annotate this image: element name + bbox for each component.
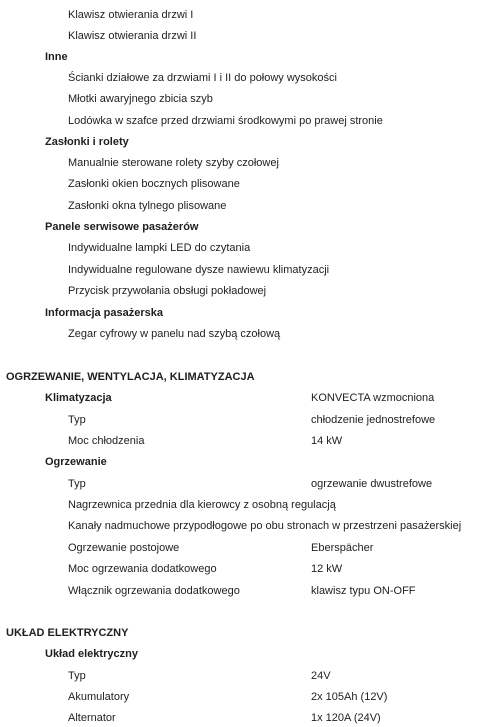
spec-row-label: Klawisz otwierania drzwi II bbox=[68, 30, 197, 42]
group-heading bbox=[0, 48, 499, 66]
spec-row-label: Ścianki działowe za drzwiami I i II do połowy wysokości bbox=[68, 72, 337, 84]
spec-value: 12 kW bbox=[311, 563, 343, 575]
spec-row-label: Zegar cyfrowy w panelu nad szybą czołową bbox=[68, 328, 281, 340]
spec-row-label: Akumulatory bbox=[68, 691, 130, 703]
section-heading bbox=[0, 624, 499, 642]
spec-row-label: Nagrzewnica przednia dla kierowcy z osobną regulacją bbox=[68, 499, 336, 511]
spec-row-label: Moc chłodzenia bbox=[68, 435, 145, 447]
spec-value: klawisz typu ON-OFF bbox=[311, 585, 416, 597]
spec-row bbox=[0, 688, 499, 706]
spec-row bbox=[0, 411, 499, 429]
spec-row-label: Zasłonki okien bocznych plisowane bbox=[68, 178, 240, 190]
group-heading-label: Zasłonki i rolety bbox=[45, 136, 129, 148]
spec-row bbox=[0, 90, 499, 108]
spec-row bbox=[0, 27, 499, 45]
spec-row-label: Typ bbox=[68, 478, 86, 490]
spec-value: ogrzewanie dwustrefowe bbox=[311, 478, 433, 490]
spec-row-label: Typ bbox=[68, 670, 86, 682]
spec-value: chłodzenie jednostrefowe bbox=[311, 414, 436, 426]
spec-row bbox=[0, 560, 499, 578]
spec-value: 14 kW bbox=[311, 435, 343, 447]
group-heading-label: Inne bbox=[45, 51, 68, 63]
spec-row bbox=[0, 175, 499, 193]
spec-row-label: Moc ogrzewania dodatkowego bbox=[68, 563, 217, 575]
spec-row-label: Klawisz otwierania drzwi I bbox=[68, 9, 194, 21]
group-heading-label: Klimatyzacja bbox=[45, 392, 112, 404]
group-heading-label: Informacja pasażerska bbox=[45, 307, 164, 319]
group-heading bbox=[0, 304, 499, 322]
group-heading bbox=[0, 218, 499, 236]
spec-row bbox=[0, 496, 499, 514]
spec-row-label: Ogrzewanie postojowe bbox=[68, 542, 180, 554]
spec-row-label: Przycisk przywołania obsługi pokładowej bbox=[68, 285, 267, 297]
group-heading bbox=[0, 389, 499, 407]
section-heading-label: UKŁAD ELEKTRYCZNY bbox=[6, 627, 129, 639]
spec-row-label: Młotki awaryjnego zbicia szyb bbox=[68, 93, 213, 105]
spec-row-label: Typ bbox=[68, 414, 86, 426]
group-heading bbox=[0, 453, 499, 471]
spec-row bbox=[0, 539, 499, 557]
spec-value: Eberspächer bbox=[311, 542, 374, 554]
spec-row bbox=[0, 197, 499, 215]
spec-value: 1x 120A (24V) bbox=[311, 712, 381, 724]
section-heading bbox=[0, 368, 499, 386]
spec-row bbox=[0, 69, 499, 87]
spec-row bbox=[0, 475, 499, 493]
spec-row-label: Indywidualne regulowane dysze nawiewu klimatyzacji bbox=[68, 264, 330, 276]
spec-row bbox=[0, 517, 499, 535]
group-heading-label: Ogrzewanie bbox=[45, 456, 107, 468]
spec-row-label: Kanały nadmuchowe przypodłogowe po obu stronach w przestrzeni pasażerskiej bbox=[68, 520, 462, 532]
spec-row bbox=[0, 282, 499, 300]
spec-row bbox=[0, 325, 499, 343]
group-heading bbox=[0, 645, 499, 663]
spec-row bbox=[0, 709, 499, 727]
spec-row bbox=[0, 112, 499, 130]
spec-row-label: Alternator bbox=[68, 712, 116, 724]
spec-row bbox=[0, 154, 499, 172]
section-heading-label: OGRZEWANIE, WENTYLACJA, KLIMATYZACJA bbox=[6, 371, 255, 383]
group-heading-label: Układ elektryczny bbox=[45, 648, 138, 660]
spec-value: 2x 105Ah (12V) bbox=[311, 691, 388, 703]
group-heading bbox=[0, 133, 499, 151]
spec-row-label: Indywidualne lampki LED do czytania bbox=[68, 242, 251, 254]
spec-value: KONVECTA wzmocniona bbox=[311, 392, 435, 404]
spec-row-label: Zasłonki okna tylnego plisowane bbox=[68, 200, 227, 212]
spec-row-label: Manualnie sterowane rolety szyby czołowej bbox=[68, 157, 279, 169]
spec-row bbox=[0, 432, 499, 450]
spec-row-label: Lodówka w szafce przed drzwiami środkowymi po prawej stronie bbox=[68, 115, 383, 127]
spec-value: 24V bbox=[311, 670, 331, 682]
spec-row bbox=[0, 6, 499, 24]
spec-row bbox=[0, 261, 499, 279]
spec-row bbox=[0, 239, 499, 257]
spec-row-label: Włącznik ogrzewania dodatkowego bbox=[68, 585, 240, 597]
group-heading-label: Panele serwisowe pasażerów bbox=[45, 221, 199, 233]
spec-row bbox=[0, 667, 499, 685]
spec-row bbox=[0, 582, 499, 600]
